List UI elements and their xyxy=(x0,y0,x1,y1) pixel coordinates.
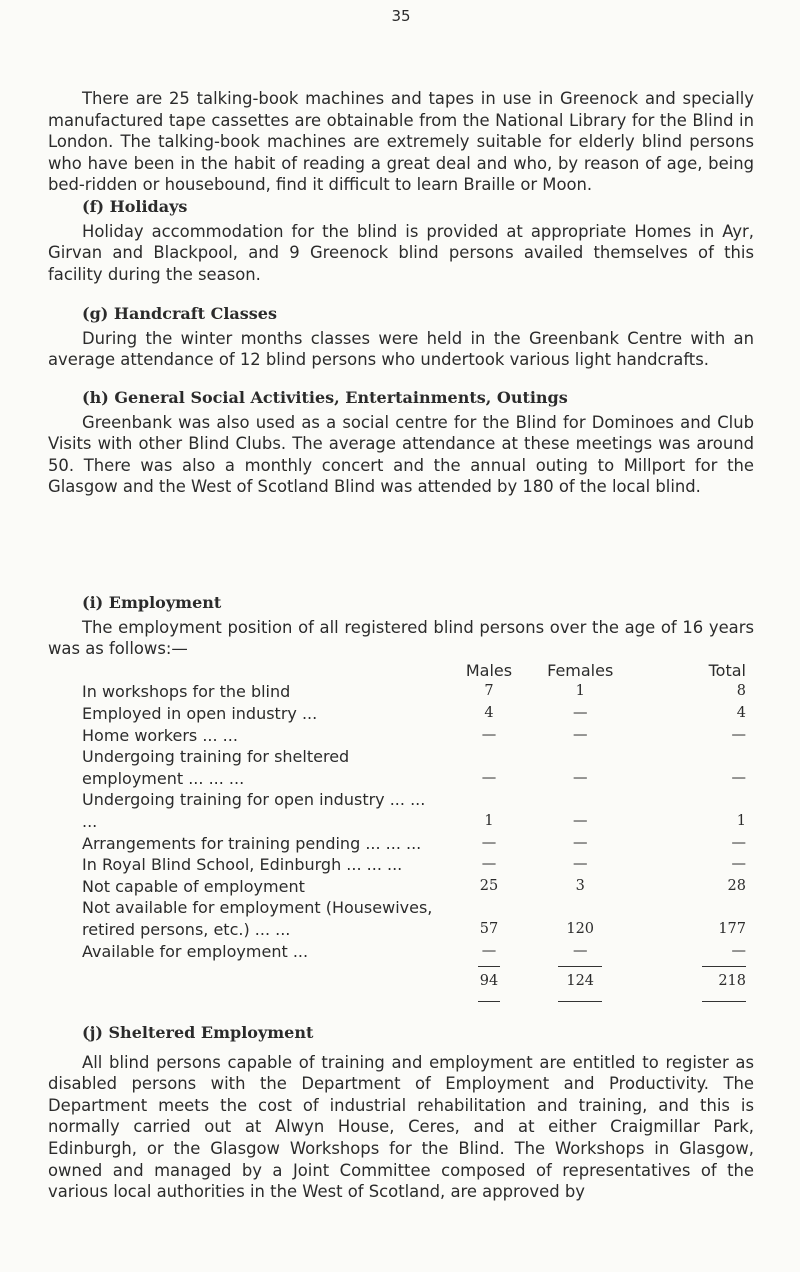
row-females: — xyxy=(572,856,588,873)
row-males: 1 xyxy=(484,812,494,829)
column-header-males: Males xyxy=(465,660,513,680)
row-males: — xyxy=(481,856,497,873)
row-females: — xyxy=(572,834,588,851)
section-text-employment: The employment position of all registered blind persons over the age of 16 years was as follows:— xyxy=(48,617,754,659)
row-males: 7 xyxy=(484,683,494,700)
row-males: — xyxy=(481,834,497,851)
section-heading-sheltered: (j) Sheltered Employment xyxy=(82,1023,314,1042)
row-males: 25 xyxy=(479,877,499,894)
table-total-row xyxy=(48,962,754,1002)
table-row xyxy=(48,681,754,703)
row-total: — xyxy=(731,726,746,743)
table-row xyxy=(48,897,754,940)
row-label: Home workers ... ... xyxy=(82,725,238,745)
row-label: Available for employment ... xyxy=(82,941,309,961)
section-text-social: Greenbank was also used as a social centre for the Blind for Dominoes and Club Visits with other Blind Clubs. The average attendance at these meetings was around 50. There was also a monthly concert and the annual outing to Millport for the Glasgow and the West of Scotland Blind was attended by 180 of the local blind. xyxy=(48,412,754,497)
row-females: — xyxy=(572,726,588,743)
row-label: Employed in open industry ... xyxy=(82,703,318,723)
table-row xyxy=(48,789,754,832)
row-females: 1 xyxy=(575,683,585,700)
row-females: — xyxy=(572,812,588,829)
row-females: 3 xyxy=(575,877,585,894)
row-total: — xyxy=(731,942,746,959)
total-females: 124 xyxy=(535,962,626,1002)
section-text-holidays: Holiday accommodation for the blind is provided at appropriate Homes in Ayr, Girvan and Blackpool, and 9 Greenock blind persons availed themselves of this facility during the season. xyxy=(48,221,754,284)
row-label: Undergoing training for open industry ... ... ... xyxy=(82,790,426,831)
section-text-handcraft: During the winter months classes were held in the Greenbank Centre with an average attendance of 12 blind persons who undertook various light handcrafts. xyxy=(48,328,754,370)
table-row xyxy=(48,854,754,876)
row-total: 4 xyxy=(736,704,746,721)
total-males: 94 xyxy=(443,962,534,1002)
row-total: — xyxy=(731,856,746,873)
intro-paragraph: There are 25 talking-book machines and tapes in use in Greenock and specially manufactured tape cassettes are obtainable from the National Library for the Blind in London. The talking-book machines are extremely suitable for elderly blind persons who have been in the habit of reading a great deal and who, by reason of age, being bed-ridden or housebound, find it difficult to learn Braille or Moon. xyxy=(48,89,754,195)
row-total: 8 xyxy=(736,683,746,700)
total-total: 218 xyxy=(626,962,754,1002)
section-social xyxy=(48,387,754,498)
table-row xyxy=(48,876,754,898)
section-holidays xyxy=(48,196,754,285)
table-row xyxy=(48,833,754,855)
table-row xyxy=(48,725,754,747)
row-label: In Royal Blind School, Edinburgh ... ... ... xyxy=(82,855,403,875)
section-text-sheltered: All blind persons capable of training and employment are entitled to register as disabled persons with the Department of Employment and Productivity. The Department meets the cost of industrial rehabilitation and training, and this is normally carried out at Alwyn House, Ceres, and at either Craigmillar Park, Edinburgh, or the Glasgow Workshops for the Blind. The Workshops in Glasgow, owned and managed by a Joint Committee composed of representatives of the various local authorities in the West of Scotland, are approved by xyxy=(48,1052,754,1202)
table-row xyxy=(48,703,754,725)
row-males: — xyxy=(481,726,497,743)
page-number: 35 xyxy=(391,7,411,25)
row-label: Undergoing training for sheltered employment ... ... ... xyxy=(82,747,350,788)
row-males: — xyxy=(481,942,497,959)
row-label: Arrangements for training pending ... ... ... xyxy=(82,833,422,853)
row-total: 28 xyxy=(727,877,746,894)
row-females: — xyxy=(572,769,588,786)
table-header-row xyxy=(48,660,754,682)
row-males: 57 xyxy=(479,920,499,937)
column-header-total: Total xyxy=(708,660,746,680)
section-employment xyxy=(48,592,754,1002)
row-total: 177 xyxy=(718,920,746,937)
row-females: 120 xyxy=(566,920,595,937)
row-females: — xyxy=(572,942,588,959)
table-row xyxy=(48,746,754,789)
section-heading-holidays: (f) Holidays xyxy=(82,197,188,216)
table-row xyxy=(48,941,754,963)
employment-table xyxy=(48,660,754,1002)
section-heading-handcraft: (g) Handcraft Classes xyxy=(82,304,277,323)
section-handcraft xyxy=(48,303,754,371)
employment-table-body xyxy=(48,681,754,962)
section-heading-employment: (i) Employment xyxy=(82,593,222,612)
row-total: — xyxy=(731,834,746,851)
intro-section xyxy=(48,88,754,196)
row-total: — xyxy=(731,769,746,786)
row-males: — xyxy=(481,769,497,786)
row-males: 4 xyxy=(484,704,494,721)
column-header-females: Females xyxy=(547,660,614,680)
section-heading-social: (h) General Social Activities, Entertainments, Outings xyxy=(82,388,568,407)
row-label: Not capable of employment xyxy=(82,876,305,896)
row-females: — xyxy=(572,704,588,721)
row-total: 1 xyxy=(736,812,746,829)
row-label: In workshops for the blind xyxy=(82,682,291,702)
row-label: Not available for employment (Housewives, retired persons, etc.) ... ... xyxy=(82,898,433,939)
section-sheltered xyxy=(48,1022,754,1203)
